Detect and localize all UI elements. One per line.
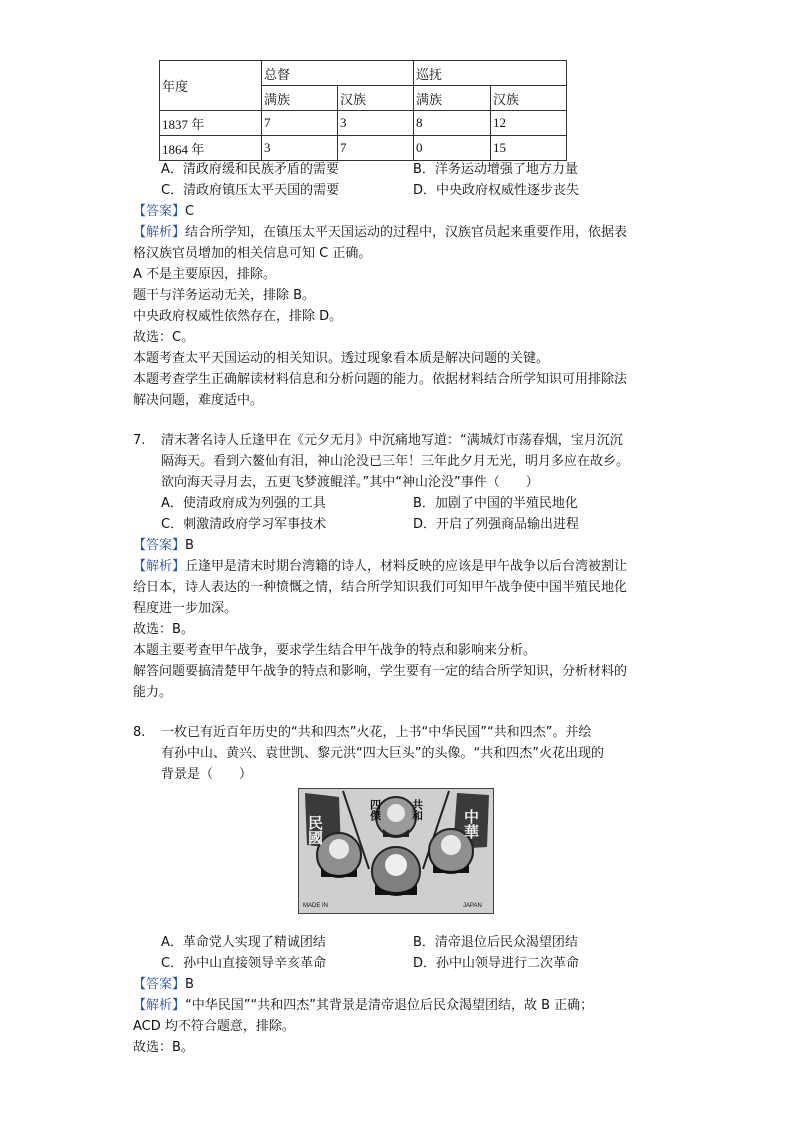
- q6-analysis-text: 中央政府权威性依然存在，排除 D。: [133, 309, 343, 324]
- q7-analysis-text: 解答问题要搞清楚甲午战争的特点和影响，学生要有一定的结合所学知识，分析材料的: [133, 664, 628, 679]
- q6-analysis-text: 结合所学知，在镇压太平天国运动的过程中，汉族官员起来重要作用，依据表: [185, 225, 628, 240]
- table-cell: 12: [491, 111, 567, 136]
- q7-analysis-line: [133, 557, 627, 577]
- official-ratio-table: [159, 60, 567, 161]
- portrait-center: [372, 847, 420, 895]
- q6-analysis-text: 故选：C。: [133, 330, 195, 345]
- q7-option-a: A．使清政府成为列强的工具: [161, 496, 326, 511]
- q6-option-d: D．中央政府权威性逐步丧失: [413, 183, 580, 198]
- q7-analysis-text: 给日本，诗人表达的一种愤慨之情，结合所学知识我们可知甲午战争使中国半殖民地化: [133, 580, 628, 595]
- q7-analysis-text: 故选：B。: [133, 622, 194, 637]
- footer-right: JAPAN: [463, 903, 482, 909]
- table-cell: 7: [262, 111, 338, 136]
- q7-number: 7.: [133, 433, 146, 448]
- q8-analysis-text: ACD 均不符合题意，排除。: [133, 1019, 295, 1034]
- table-cell: 3: [338, 111, 414, 136]
- table-header-year: 年度: [160, 61, 262, 111]
- table-cell-year: 1864 年: [160, 136, 262, 161]
- q7-stem: 清末著名诗人丘逢甲在《元夕无月》中沉痛地写道：“满城灯市荡春烟，宝月沉沉: [161, 433, 623, 448]
- q8-answer: B: [185, 977, 194, 992]
- q7-analysis-text: 本题主要考查甲午战争，要求学生结合甲午战争的特点和影响来分析。: [133, 643, 537, 658]
- q7-stem: 隔海天。看到六鳌仙有泪，神山沦没已三年！三年此夕月无光，明月多应在故乡。: [161, 454, 630, 469]
- matchbox-label-image: [298, 788, 494, 914]
- q6-answer-line: [133, 202, 194, 222]
- q6-analysis-line: [133, 223, 627, 243]
- q8-analysis-text: 故选：B。: [133, 1040, 194, 1055]
- q7-answer-line: [133, 536, 194, 556]
- table-row: [160, 111, 567, 136]
- q6-analysis-text: 本题考查学生正确解读材料信息和分析问题的能力。依据材料结合所学知识可用排除法: [133, 372, 628, 387]
- q8-option-a: A．革命党人实现了精诚团结: [161, 935, 326, 950]
- table-subheader: 汉族: [338, 86, 414, 111]
- analysis-tag: 【解析】: [133, 225, 186, 240]
- answer-tag: 【答案】: [133, 538, 186, 553]
- table-header-governor: 巡抚: [414, 61, 567, 86]
- table-subheader: 满族: [414, 86, 491, 111]
- q6-option-c: C．清政府镇压太平天国的需要: [161, 183, 340, 198]
- label-right: 中華: [462, 809, 480, 839]
- footer-left: MADE IN: [303, 903, 329, 909]
- matchbox-illustration: [299, 789, 493, 913]
- q8-number: 8.: [133, 725, 146, 740]
- q6-analysis-text: A 不是主要原因，排除。: [133, 267, 277, 282]
- q8-analysis-text: “中华民国”“共和四杰”其背景是清帝退位后民众渴望团结，故 B 正确；: [185, 998, 594, 1013]
- table-header-governor-general: 总督: [262, 61, 414, 86]
- table-cell: 15: [491, 136, 567, 161]
- table-row: [160, 136, 567, 161]
- table-subheader: 汉族: [491, 86, 567, 111]
- table-cell: 0: [414, 136, 491, 161]
- label-center-left: 四傑: [368, 799, 382, 821]
- q8-stem: 有孙中山、黄兴、袁世凯、黎元洪“四大巨头”的头像。“共和四杰”火花出现的: [161, 746, 604, 761]
- analysis-tag: 【解析】: [133, 998, 186, 1013]
- q7-answer: B: [185, 538, 194, 553]
- q8-option-c: C．孙中山直接领导辛亥革命: [161, 956, 327, 971]
- table-cell-year: 1837 年: [160, 111, 262, 136]
- table-cell: 8: [414, 111, 491, 136]
- q7-stem: 欲向海天寻月去，五更飞梦渡鲲洋。”其中“神山沦没”事件（ ）: [161, 475, 539, 490]
- q6-analysis-text: 格汉族官员增加的相关信息可知 C 正确。: [133, 246, 372, 261]
- q6-option-a: A．清政府缓和民族矛盾的需要: [161, 162, 339, 177]
- q8-analysis-line: [133, 996, 593, 1016]
- answer-tag: 【答案】: [133, 204, 186, 219]
- q7-analysis-text: 程度进一步加深。: [133, 601, 238, 616]
- table-subheader: 满族: [262, 86, 338, 111]
- q7-analysis-text: 丘逢甲是清末时期台湾籍的诗人，材料反映的应该是甲午战争以后台湾被割让: [185, 559, 628, 574]
- q7-option-b: B．加剧了中国的半殖民地化: [413, 496, 578, 511]
- label-center-right: 共和: [410, 799, 424, 821]
- q8-option-b: B．清帝退位后民众渴望团结: [413, 935, 578, 950]
- q6-analysis-text: 题干与洋务运动无关，排除 B。: [133, 288, 316, 303]
- q8-stem: 背景是（ ）: [161, 767, 253, 782]
- q6-option-b: B．洋务运动增强了地方力量: [413, 162, 578, 177]
- q8-answer-line: [133, 975, 194, 995]
- q8-option-d: D．孙中山领导进行二次革命: [413, 956, 580, 971]
- q7-option-c: C．刺激清政府学习军事技术: [161, 517, 327, 532]
- table-cell: 3: [262, 136, 338, 161]
- q6-analysis-text: 解决问题，难度适中。: [133, 393, 264, 408]
- q8-stem: 一枚已有近百年历史的“共和四杰”火花，上书“中华民国”“共和四杰”。并绘: [161, 725, 592, 740]
- q6-answer: C: [185, 204, 195, 219]
- q6-analysis-text: 本题考查太平天国运动的相关知识。透过现象看本质是解决问题的关键。: [133, 351, 550, 366]
- table-cell: 7: [338, 136, 414, 161]
- q7-analysis-text: 能力。: [133, 685, 173, 700]
- label-left: 民國: [306, 815, 324, 845]
- q7-option-d: D．开启了列强商品输出进程: [413, 517, 580, 532]
- analysis-tag: 【解析】: [133, 559, 186, 574]
- answer-tag: 【答案】: [133, 977, 186, 992]
